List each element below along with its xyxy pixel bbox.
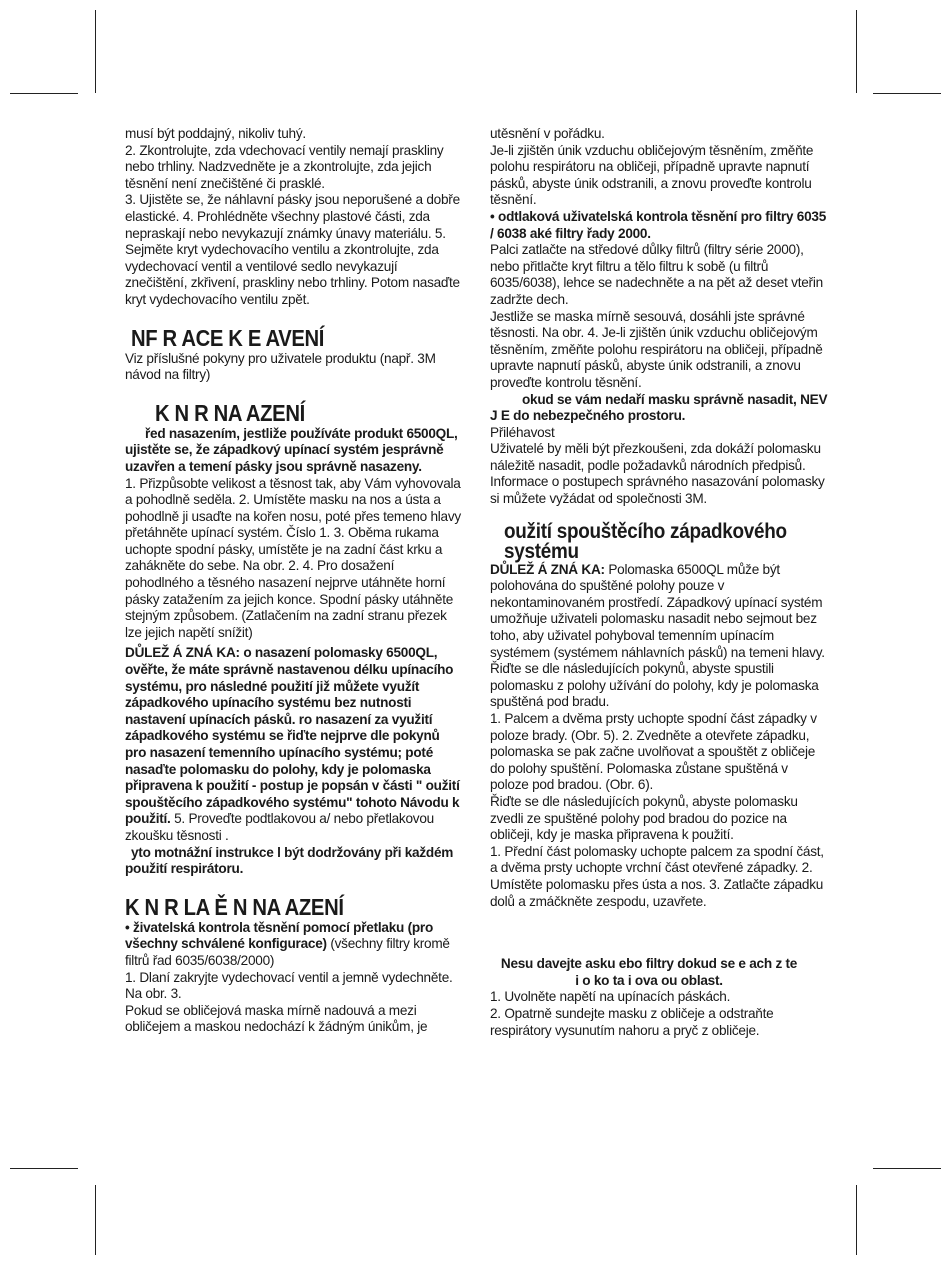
check-normal: (všechny filtry kromě filtrů řad 6035/6038/2000) — [125, 936, 450, 968]
check-paragraph — [125, 920, 461, 970]
paragraph: Viz příslušné pokyny pro uživatele produktu (např. 3M návod na filtry) — [125, 350, 436, 383]
heading-fit: K N R NA AZENÍ — [155, 399, 305, 426]
paragraph: Jestliže se maska mírně sesouvá, dosáhli jste správné těsnosti. Na obr. 4. Je-li zjištěn únik vzduchu obličejovým těsněním, změňte polohu respirátoru na obličeji, případně upravte napnutí pásků, abyste únik odstranili, a znovu proveďte kontrolu těsnění. — [490, 308, 823, 390]
important-tail: 5. Proveďte podtlakovou a/ nebo přetlakovou zkoušku těsnosti . — [125, 811, 434, 843]
crop-mark — [95, 10, 96, 93]
paragraph: 1. Palcem a dvěma prsty uchopte spodní část západky v poloze brady. (Obr. 5). 2. Zvedněte a otevřete západku, polomaska se pak začne uvolňovat a spouštět z obličeje do polohy spuštění. Polomaska zůstane spuštěná v poloze pod bradou. (Obr. 6). — [490, 711, 817, 793]
paragraph: 2. Zkontrolujte, zda vdechovací ventily nemají praskliny nebo trhliny. Nadzvedněte je a zkontrolujte, zda jejich těsnění není znečištěné či prasklé. — [125, 142, 444, 191]
fit-notice: řed nasazením, jestliže používáte produkt 6500QL, ujistěte se, že západkový upínací systém jesprávně uzavřen a temení pásky jsou správně nasazeny. — [125, 425, 458, 474]
paragraph: Je-li zjištěn únik vzduchu obličejovým těsněním, změňte polohu respirátoru na obličeji, případně upravte napnutí pásků, abyste únik odstranili, a znovu proveďte kontrolu těsnění. — [490, 142, 814, 208]
paragraph: musí být poddajný, nikoliv tuhý. — [125, 126, 306, 141]
warning: Nesu davejte asku ebo filtry dokud se e ach z te i o ko ta i ova ou oblast. — [500, 956, 798, 988]
paragraph: Palci zatlačte na středové důlky filtrů (filtry série 2000), nebo přitlačte kryt filtru a tělo filtru k sobě (u filtrů 6035/6038), lehce se nadechněte a na pět až deset vteřin zadržte dech. — [490, 242, 823, 307]
crop-mark — [10, 1168, 78, 1169]
paragraph: utěsnění v pořádku. — [490, 126, 605, 141]
paragraph: 1. Přední část polomasky uchopte palcem za spodní část, a dvěma prsty uchopte vrchní část otevřené západky. 2. Umístěte polomasku přes ústa a nos. 3. Zatlačte západku dolů a zmáčkněte zespodu, uzavřete. — [490, 843, 824, 909]
check-bold: • živatelská kontrola těsnění pomocí přetlaku (pro všechny schválené konfigurace) — [125, 919, 434, 952]
important-text: Polomaska 6500QL může být polohována do spuštěné polohy pouze v nekontaminovaném prostředí. Západkový upínací systém umožňuje uživateli polomasku nasadit nebo sejmout bez toho, aby uživatel pohyboval temenním upínacím systémem (systémem náhlavních pásků) na temeni hlavy. — [490, 561, 825, 660]
crop-mark — [873, 1168, 941, 1169]
paragraph: Řiďte se dle následujících pokynů, abyste polomasku zvedli ze spuštěné polohy pod bradou do pozice na obličeji, kdy je maska připravena k použití. — [490, 793, 798, 843]
paragraph: Pokud se obličejová maska mírně nadouvá a mezi obličejem a maskou nedochází k žádným únikům, je — [125, 1002, 428, 1035]
fit-steps: 1. Přizpůsobte velikost a těsnost tak, aby Vám vyhovovala a pohodlně seděla. 2. Umístěte masku na nos a ústa a pohodlně ji usaďte na kořen nosu, poté přes temeno hlavy přetáhněte upínací systém. Číslo 1. 3. Oběma rukama uchopte spodní pásky, umístěte je na zadní část krku a zahákněte do sebe. Na obr. 2. 4. Pro dosažení pohodlného a těsného nasazení nejprve utáhněte horní pásky zatažením za jejich konce. Spodní pásky utáhněte stejným způsobem. (Zatlačením na zadní stranu přezek lze jejich napětí snížit) — [125, 475, 461, 640]
paragraph: 3. Ujistěte se, že náhlavní pásky jsou neporušené a dobře elastické. 4. Prohlédněte všechny plastové části, zda nepraskají nebo nevykazují známky únavy materiálu. 5. Sejměte kryt vydechovacího ventilu a zkontrolujte, zda vydechovací ventil a ventilové sedlo nevykazují znečištění, zkřivení, praskliny nebo trhliny. Potom nasaďte kryt vydechovacího ventilu zpět. — [125, 192, 460, 307]
important-bold: DŮLEŽ Á ZNÁ KA: — [490, 561, 605, 577]
crop-mark — [856, 1185, 857, 1255]
crop-mark — [856, 10, 857, 93]
heading-check: K N R LA Ě N NA AZENÍ — [125, 893, 344, 920]
heading-info: NF R ACE K E AVENÍ — [131, 324, 325, 351]
crop-mark — [873, 93, 941, 94]
paragraph: Přiléhavost — [490, 424, 555, 440]
paragraph: Řiďte se dle následujících pokynů, abyste spustili polomasku z polohy užívání do polohy, kdy je polomaska spuštěná pod bradu. — [490, 661, 819, 710]
right-column — [490, 126, 828, 1039]
warning: okud se vám nedaří masku správně nasadit, NEV J E do nebezpečného prostoru. — [490, 391, 828, 424]
paragraph: Uživatelé by měli být přezkoušeni, zda dokáží polomasku náležitě nasadit, podle požadavků národních předpisů. — [490, 441, 821, 473]
paragraph: 2. Opatrně sundejte masku z obličeje a odstraňte respirátory vysunutím nahoru a pryč z obličeje. — [490, 1005, 774, 1038]
left-column — [125, 126, 461, 1036]
crop-mark — [10, 93, 78, 94]
paragraph: Informace o postupech správného nasazování polomasky si můžete vyžádat od společnosti 3M. — [490, 474, 825, 507]
instruction-note: yto motnážní instrukce l být dodržovány při každém použití respirátoru. — [125, 844, 454, 877]
important-note — [490, 562, 828, 662]
crop-mark — [95, 1185, 96, 1255]
important-note — [125, 645, 461, 844]
paragraph: 1. Uvolněte napětí na upínacích páskách. — [490, 989, 731, 1005]
heading-drop-down: oužití spouštěcího západkového systému — [504, 519, 787, 563]
subheading: • odtlaková uživatelská kontrola těsnění pro filtry 6035 / 6038 aké filtry řady 2000. — [490, 208, 827, 241]
important-bold: DŮLEŽ Á ZNÁ KA: o nasazení polomasky 6500QL, ověřte, že máte správně nastavenou délku upínacího systému, pro následné použití již můžete využít západkového upínacího systému bez nutnosti nastavení upínacích pásků. ro nasazení za využití západkového systému se řiďte nejprve dle pokynů pro nasazení temenního upínacího systému; poté nasaďte polomasku do polohy, kdy je polomaska připravena k použití - postup je popsán v části " oužití spouštěcího západkového systému" tohoto Návodu k použití. — [125, 645, 460, 827]
paragraph: 1. Dlaní zakryjte vydechovací ventil a jemně vydechněte. Na obr. 3. — [125, 969, 453, 1002]
